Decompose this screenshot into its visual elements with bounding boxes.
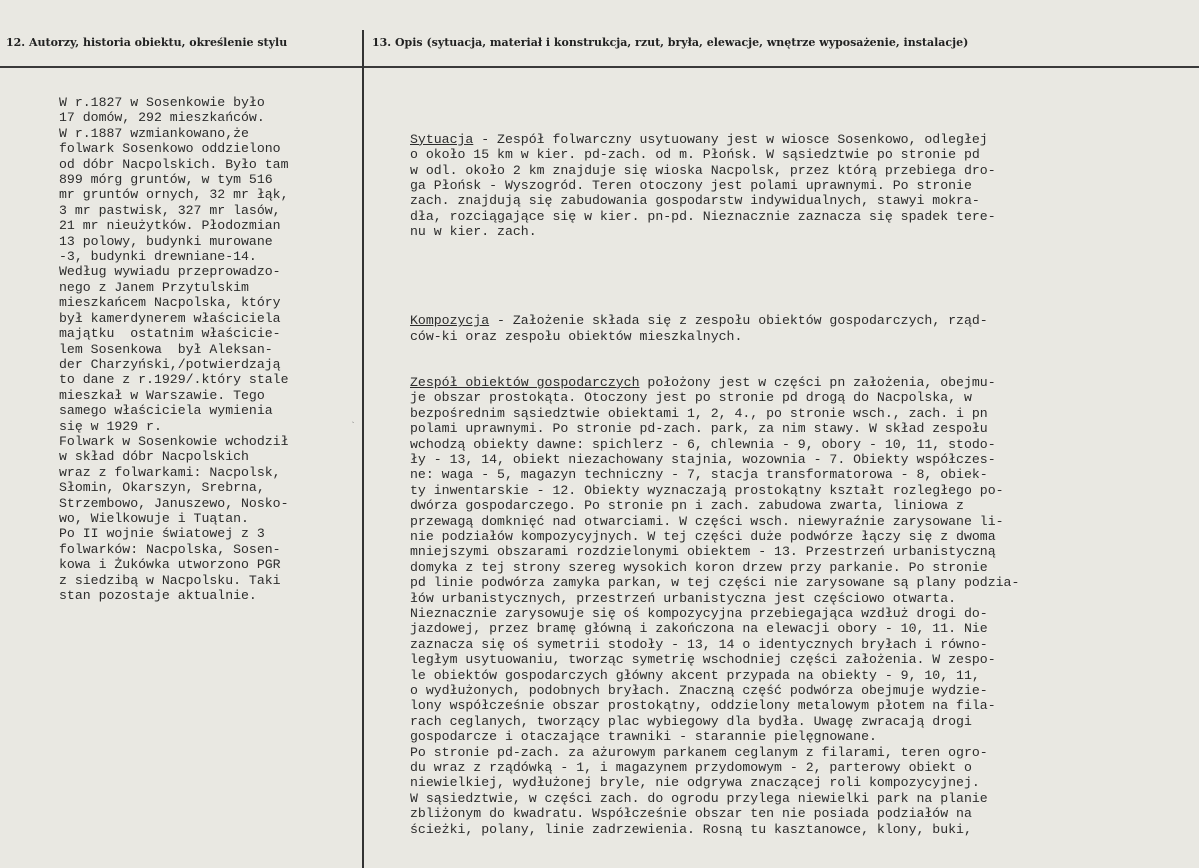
history-text-line: od dóbr Nacpolskich. Było tam xyxy=(59,156,289,172)
history-text-line: 13 polowy, budynki murowane xyxy=(59,233,273,249)
margin-mark: ` xyxy=(350,422,357,433)
history-text-line: Słomin, Okarszyn, Srebrna, xyxy=(59,480,265,496)
history-text-line: kowa i Żukówka utworzono PGR xyxy=(59,557,281,573)
zespol-text-line: przewagą domknięć nad otwarciami. W części wsch. niewyraźnie zarysowane li- xyxy=(410,513,1004,529)
zespol-text-line: je obszar prostokąta. Otoczony jest po stronie pd drogą do Nacpolska, w xyxy=(410,390,972,406)
description-text-column xyxy=(410,101,1195,868)
zespol-text-line: niewielkiej, wydłużonej bryle, nie odgrywa znaczącej roli kompozycyjnej. xyxy=(410,775,980,791)
history-text-line: mieszkańcem Nacpolska, który xyxy=(59,295,281,311)
history-text-column xyxy=(59,95,359,603)
history-text-line: -3, budynki drewniane-14. xyxy=(59,249,257,265)
zespol-text-line: ne: waga - 5, magazyn techniczny - 7, stacja transformatorowa - 8, obiek- xyxy=(410,467,988,483)
history-text-line: z siedzibą w Nacpolsku. Taki xyxy=(59,572,281,588)
history-text-line: mr gruntów ornych, 32 mr łąk, xyxy=(59,187,289,203)
zespol-text-line: jazdowej, przez bramę główną i zakończona na elewacji obory - 10, 11. Nie xyxy=(410,621,988,637)
zespol-text-line: ły - 13, 14, obiekt niezachowany stajnia, wozownia - 7. Obiekty współczes- xyxy=(410,451,996,467)
kompozycja-first-line: - Założenie składa się z zespołu obiektów gospodarczych, rząd- xyxy=(489,313,988,329)
zespol-text-line: mniejszymi obszarami rozdzielonymi obiektem - 13. Przestrzeń urbanistyczną xyxy=(410,544,996,560)
zespol-text-line: ległym usytuowaniu, tworząc symetrię wschodniej części założenia. W zespo- xyxy=(410,652,996,668)
zespol-text-line: zbliżonym do kwadratu. Współcześnie obszar ten nie posiada podziałów na xyxy=(410,806,972,822)
column-divider xyxy=(362,30,364,868)
history-text-line: w skład dóbr Nacpolskich xyxy=(59,449,249,465)
zespol-text-line: nie podziałów kompozycyjnych. W tej części duże podwórze łączy się z dwoma xyxy=(410,528,996,544)
right-column-header: 13. Opis (sytuacja, materiał i konstrukcja, rzut, bryła, elewacje, wnętrze wyposażenie, instalacje) xyxy=(372,36,969,49)
history-text-line: wraz z folwarkami: Nacpolsk, xyxy=(59,464,281,480)
history-text-line: Po II wojnie światowej z 3 xyxy=(59,526,265,542)
zespol-text-line: zaznacza się oś symetrii stodoły - 13, 14 o identycznych bryłach i równo- xyxy=(410,636,988,652)
kompozycja-heading: Kompozycja xyxy=(410,313,490,329)
zespol-text-line: pd linie podwórza zamyka parkan, w tej części nie zarysowane są plany podzia- xyxy=(410,575,1020,591)
history-text-line: folwark Sosenkowo oddzielono xyxy=(59,141,281,157)
history-text-line: nego z Janem Przytulskim xyxy=(59,279,249,295)
zespol-text-line: łów urbanistycznych, przestrzeń urbanistyczna jest częściowo otwarta. xyxy=(410,590,957,606)
zespol-paragraph xyxy=(410,375,1195,837)
sytuacja-text-line: zach. znajdują się zabudowania gospodarstw indywidualnych, stawyi mokra- xyxy=(410,193,980,209)
zespol-text-line: gospodarcze i otaczające trawniki - starannie pielęgnowane. xyxy=(410,729,877,745)
zespol-text-line: le obiektów gospodarczych główny akcent przypada na obiekty - 9, 10, 11, xyxy=(410,667,980,683)
history-text-line: stan pozostaje aktualnie. xyxy=(59,588,257,603)
history-text-line: mieszkał w Warszawie. Tego xyxy=(59,387,265,403)
sytuacja-text-line: nu w kier. zach. xyxy=(410,224,537,240)
history-text-line: folwarków: Nacpolska, Sosen- xyxy=(59,541,281,557)
history-text-line: Strzembowo, Januszewo, Nosko- xyxy=(59,495,289,511)
header-divider xyxy=(0,66,1199,68)
history-text-line: wo, Wielkowuje i Tuątan. xyxy=(59,510,249,526)
zespol-text-line: domyka z tej strony szereg wysokich koron drzew przy parkanie. Po stronie xyxy=(410,559,988,575)
left-column-header: 12. Autorzy, historia obiektu, określenie stylu xyxy=(6,36,288,49)
paragraph-gap xyxy=(410,270,1195,282)
zespol-text-line: bezpośrednim sąsiedztwie obiektami 1, 2, 4., po stronie wsch., zach. i pn xyxy=(410,405,988,421)
zespol-text-line: rach ceglanych, tworzący plac wybiegowy dla bydła. Uwagę zwracają drogi xyxy=(410,713,972,729)
zespol-text-line: dwórza gospodarczego. Po stronie pn i zach. zabudowa zwarta, liniowa z xyxy=(410,498,964,514)
history-text-line: to dane z r.1929/.który stale xyxy=(59,372,289,388)
zespol-text-line: ścieżki, polany, linie zadrzewienia. Rosną tu kasztanowce, klony, buki, xyxy=(410,821,972,837)
history-text-line: się w 1929 r. xyxy=(59,418,162,434)
zespol-text-line: Nieznacznie zarysowuje się oś kompozycyjna przebiegająca wzdłuż drogi do- xyxy=(410,606,988,621)
zespol-text-line: ty inwentarskie - 12. Obiekty wyznaczają prostokątny kształt rozległego po- xyxy=(410,482,1004,498)
history-text-line: W r.1887 wzmiankowano,że xyxy=(59,125,249,141)
history-text-line: W r.1827 w Sosenkowie było xyxy=(59,95,265,110)
history-text-line: 17 domów, 292 mieszkańców. xyxy=(59,110,265,126)
zespol-first-line: położony jest w części pn założenia, obejmu- xyxy=(639,374,996,390)
history-text-line: samego właściciela wymienia xyxy=(59,403,273,419)
zespol-text-line: o wydłużonych, podobnych bryłach. Znaczną część podwórza obejmuje wydzie- xyxy=(410,683,988,699)
sytuacja-lines xyxy=(410,147,1195,239)
kompozycja-paragraph xyxy=(410,313,1195,344)
sytuacja-text-line: o około 15 km w kier. pd-zach. od m. Płońsk. W sąsiedztwie po stronie pd xyxy=(410,147,980,163)
sytuacja-paragraph xyxy=(410,132,1195,240)
zespol-text-line: lony współcześnie obszar prostokątny, oddzielony metalowym płotem na fila- xyxy=(410,698,996,714)
history-text-line: Folwark w Sosenkowie wchodził xyxy=(59,433,289,449)
zespol-text-line: wchodzą obiekty dawne: spichlerz - 6, chlewnia - 9, obory - 10, 11, stodo- xyxy=(410,436,996,452)
history-text-line: 21 mr nieużytków. Płodozmian xyxy=(59,218,281,234)
history-text-line: Według wywiadu przeprowadzo- xyxy=(59,264,281,280)
zespol-text-line: du wraz z rządówką - 1, i magazynem przydomowym - 2, parterowy obiekt o xyxy=(410,760,972,776)
history-text-line: lem Sosenkowa był Aleksan- xyxy=(59,341,273,357)
sytuacja-text-line: w odl. około 2 km znajduje się wioska Nacpolsk, przez którą przebiega dro- xyxy=(410,162,996,178)
zespol-heading: Zespół obiektów gospodarczych xyxy=(410,374,640,390)
sytuacja-first-line: - Zespół folwarczny usytuowany jest w wiosce Sosenkowo, odległej xyxy=(473,131,988,147)
history-text-line: był kamerdynerem właściciela xyxy=(59,310,281,326)
sytuacja-heading: Sytuacja xyxy=(410,131,474,147)
zespol-text-line: W sąsiedztwie, w części zach. do ogrodu przylega niewielki park na planie xyxy=(410,790,988,806)
history-text-line: der Charzyński,/potwierdzają xyxy=(59,356,281,372)
kompozycja-second-line: ców-ki oraz zespołu obiektów mieszkalnych. xyxy=(410,328,743,344)
history-text-line: 899 mórg gruntów, w tym 516 xyxy=(59,172,273,188)
sytuacja-text-line: ga Płońsk - Wyszogród. Teren otoczony jest polami uprawnymi. Po stronie xyxy=(410,178,972,194)
history-text-line: 3 mr pastwisk, 327 mr lasów, xyxy=(59,202,281,218)
zespol-text-line: Po stronie pd-zach. za ażurowym parkanem ceglanym z filarami, teren ogro- xyxy=(410,744,988,760)
zespol-text-line: polami uprawnymi. Po stronie pd-zach. park, za nim stawy. W skład zespołu xyxy=(410,421,988,437)
history-text-line: majątku ostatnim właściciе- xyxy=(59,326,281,342)
zespol-lines xyxy=(410,390,1195,837)
sytuacja-text-line: dła, rozciągające się w kier. pn-pd. Nieznacznie zaznacza się spadek tere- xyxy=(410,208,996,224)
